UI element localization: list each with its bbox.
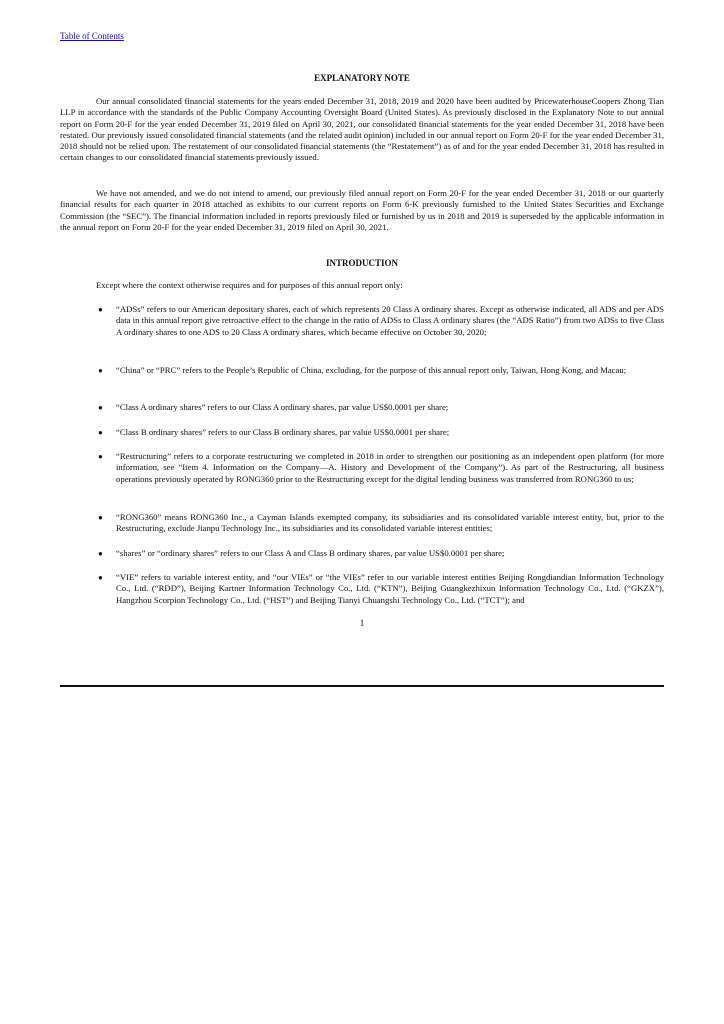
page-number: 1	[359, 618, 365, 628]
bullet-text: “RONG360” means RONG360 Inc., a Cayman Islands exempted company, its subsidiaries and its consolidated variable interest entity, but, prior to the Restructuring, exclude Jianpu Technology Inc., its subsidiaries and its consolidated variable interest entities;	[116, 512, 664, 534]
page-divider	[60, 685, 664, 687]
explanatory-paragraph-2-text: We have not amended, and we do not intend to amend, our previously filed annual report on Form 20-F for the year ended December 31, 2018 or our quarterly financial results for each quarter in 2018 attached as exhibits to our current reports on Form 6-K previously furnished to the United States Securities and Exchange Commission (the “SEC”). The financial information included in reports previously filed or furnished by us in 2018 and 2019 is superseded by the applicable information in the annual report on Form 20-F for the year ended December 31, 2019 filed on April 30, 2021.	[60, 188, 664, 232]
bullet-text: “ADSs” refers to our American depositary shares, each of which represents 20 Class A ordinary shares. Except as otherwise indicated, all ADS and per ADS data in this annual report give retroactive effect to the change in the ratio of ADSs to Class A ordinary shares (the “ADS Ratio”) from two ADSs to five Class A ordinary shares to one ADS to 20 Class A ordinary shares, which became effective on October 30, 2020;	[116, 304, 664, 337]
bullet-icon: ●	[98, 428, 103, 437]
bullet-icon: ●	[98, 305, 103, 314]
bullet-text: “Class A ordinary shares” refers to our Class A ordinary shares, par value US$0.0001 per share;	[116, 402, 449, 412]
bullet-text: “China” or “PRC” refers to the People’s Republic of China, excluding, for the purpose of this annual report only, Taiwan, Hong Kong, and Macau;	[116, 365, 627, 375]
bullet-text: “VIE” refers to variable interest entity, and “our VIEs” or “the VIEs” refer to our variable interest entities Beijing Rongdiandian Information Technology Co., Ltd. (“RDD”), Beijing Kartner Information Technology Co., Ltd. (“KTN”), Beijing Guangkezhixun Information Technology Co., Ltd. (“GKZX”), Hangzhou Scorpion Technology Co., Ltd. (“HST”) and Beijing Tianyi Chuangshi Technology Co., Ltd. (“TCT”); and	[116, 572, 664, 605]
introduction-heading: INTRODUCTION	[325, 258, 398, 268]
explanatory-note-heading: EXPLANATORY NOTE	[314, 73, 410, 83]
bullet-icon: ●	[98, 366, 103, 375]
explanatory-paragraph-1	[60, 96, 664, 164]
bullet-icon: ●	[98, 513, 103, 522]
bullet-text: “shares” or “ordinary shares” refers to our Class A and Class B ordinary shares, par value US$0.0001 per share;	[116, 548, 505, 558]
explanatory-paragraph-2	[60, 188, 664, 233]
explanatory-paragraph-1-text: Our annual consolidated financial statements for the years ended December 31, 2018, 2019 and 2020 have been audited by PricewaterhouseCoopers Zhong Tian LLP in accordance with the standards of the Public Company Accounting Oversight Board (United States). As previously disclosed in the Explanatory Note to our annual report on Form 20-F for the year ended December 31, 2019 filed on April 30, 2021, our consolidated financial statements for the year ended December 31, 2018 have been restated. Our previously issued consolidated financial statements (and the related audit opinion) included in our annual report on Form 20-F for the year ended December 31, 2018 should not be relied upon. The restatement of our consolidated financial statements (the “Restatement”) as of and for the year ended December 31, 2018 has resulted in certain changes to our consolidated financial statements previously issued.	[60, 96, 664, 163]
bullet-icon: ●	[98, 549, 103, 558]
bullet-icon: ●	[98, 573, 103, 582]
bullet-text: “Restructuring” refers to a corporate restructuring we completed in 2018 in order to strengthen our positioning as an independent open platform (for more information, see “Item 4. Information on the Company—A. History and Development of the Company”). As part of the Restructuring, all business operations previously operated by RONG360 prior to the Restructuring except for the digital lending business was transferred from RONG360 to us;	[116, 451, 664, 484]
bullet-icon: ●	[98, 452, 103, 461]
introduction-lead: Except where the context otherwise requires and for purposes of this annual report only:	[96, 280, 403, 290]
bullet-text: “Class B ordinary shares” refers to our Class B ordinary shares, par value US$0.0001 per share;	[116, 427, 450, 437]
table-of-contents-link[interactable]: Table of Contents	[60, 31, 124, 41]
bullet-icon: ●	[98, 403, 103, 412]
